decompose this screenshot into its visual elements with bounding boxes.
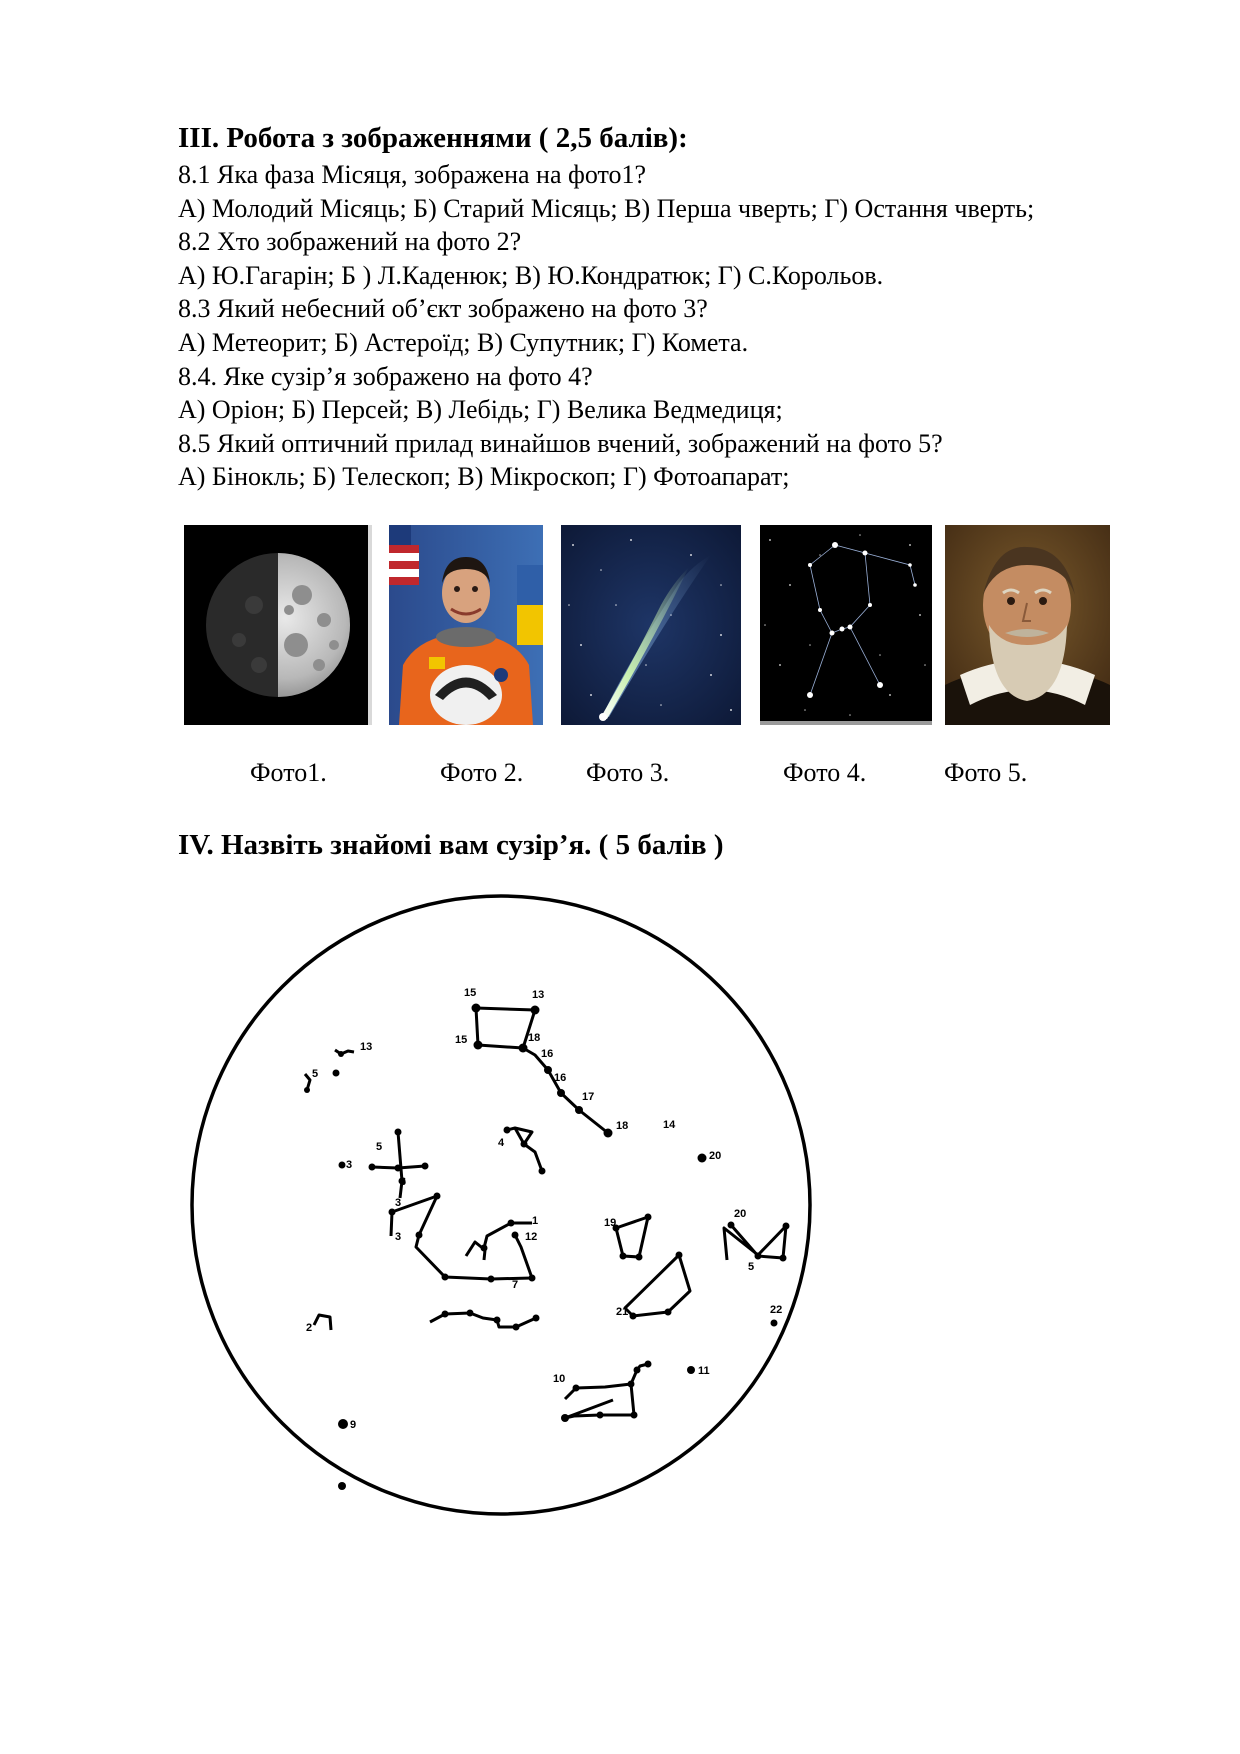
photo-2-caption: Фото 2. [440, 758, 524, 787]
section-3-questions [178, 158, 1178, 494]
star-label-7: 19 [604, 1217, 617, 1229]
question-8-1: 8.1 Яка фаза Місяця, зображена на фото1? [178, 160, 647, 189]
question-8-3: 8.3 Який небесний об’єкт зображено на фото 3? [178, 294, 708, 324]
star-label-20-top: 20 [734, 1208, 747, 1220]
star-label-2: 7 [512, 1279, 519, 1291]
star-label-22: 11 [698, 1365, 710, 1377]
star-label-21: 22 [770, 1304, 783, 1316]
question-8-2: 8.2 Хто зображений на фото 2? [178, 227, 522, 257]
photo-5-scientist-image [945, 525, 1110, 725]
star-label-15-mid: 15 [455, 1034, 468, 1046]
photo-2-astronaut-image [389, 525, 543, 725]
answers-8-5: А) Бінокль; Б) Телескоп; В) Мікроскоп; Г) Фотоапарат; [178, 462, 790, 492]
photo-1-caption: Фото1. [250, 758, 327, 787]
constellation-shape-5-right [625, 1255, 690, 1316]
answers-8-4: А) Оріон; Б) Персей; В) Лебідь; Г) Велика Ведмедиця; [178, 395, 783, 425]
answers-8-3: А) Метеорит; Б) Астероїд; В) Супутник; Г) Комета. [178, 327, 749, 357]
star-label-13-left: 5 [312, 1068, 319, 1080]
photo-3-comet-image [561, 525, 741, 725]
question-8-5: 8.5 Який оптичний прилад винайшов вчений, зображений на фото 5? [178, 428, 943, 458]
constellation-shape-9b [631, 1364, 648, 1384]
star-label-4: 3 [346, 1159, 353, 1171]
photo-3-caption: Фото 3. [586, 758, 670, 787]
star-label-17: 18 [616, 1120, 629, 1132]
star-label-12: 2 [306, 1322, 313, 1334]
star-label-14: 13 [360, 1041, 373, 1053]
constellation-shape-6 [507, 1128, 542, 1171]
star-label-1: 1 [532, 1215, 539, 1227]
constellation-shape-15-13 [476, 1008, 535, 1048]
star-label-3-right: 12 [525, 1231, 538, 1243]
constellation-shape-1b [466, 1242, 485, 1260]
star-label-19: 20 [709, 1150, 722, 1162]
photo-4-caption: Фото 4. [783, 758, 867, 787]
star-map-border [192, 896, 810, 1514]
constellation-shape-12 [314, 1315, 331, 1330]
star-label-16-b: 16 [554, 1072, 567, 1084]
star-label-16-c: 17 [582, 1091, 595, 1103]
constellation-shape-7 [616, 1217, 648, 1257]
section-4-title: IV. Назвіть знайомі вам сузір’я. ( 5 балів ) [178, 829, 724, 861]
photo-4-orion-image [760, 525, 932, 725]
constellation-shape-14 [335, 1050, 354, 1054]
star-label-5-right: 21 [616, 1306, 629, 1318]
star-label-18-mid: 18 [528, 1032, 541, 1044]
star-label-5-top: 5 [376, 1141, 383, 1153]
answers-8-2: А) Ю.Гагарін; Б ) Л.Каденюк; В) Ю.Кондратюк; Г) С.Корольов. [178, 260, 884, 290]
star-label-3-top: 3 [395, 1197, 402, 1209]
question-8-4: 8.4. Яке сузір’я зображено на фото 4? [178, 361, 593, 391]
star-label-6: 4 [498, 1137, 505, 1149]
section-3-title: III. Робота з зображеннями ( 2,5 балів): [178, 122, 688, 154]
star-label-16-a: 16 [541, 1048, 554, 1060]
star-label-11: 9 [350, 1419, 357, 1431]
constellation-shape-3b [391, 1212, 392, 1236]
star-label-13-top: 13 [532, 989, 545, 1001]
star-label-9: 10 [553, 1373, 566, 1385]
star-label-3-left: 3 [395, 1231, 402, 1243]
answers-8-1: А) Молодий Місяць; Б) Старий Місяць; В) Перша чверть; Г) Остання чверть; [178, 193, 1035, 223]
star-map [180, 880, 820, 1535]
constellation-shape-16-17 [523, 1048, 608, 1133]
photo-5-caption: Фото 5. [944, 758, 1028, 787]
star-label-20-bottom: 5 [748, 1261, 755, 1273]
star-label-5-bottom: 6 [400, 1176, 407, 1188]
star-label-18-right: 14 [663, 1119, 676, 1131]
star-label-15-top: 15 [464, 987, 477, 999]
photo-1-moon-image [184, 525, 372, 725]
constellation-shape-3 [392, 1196, 532, 1279]
